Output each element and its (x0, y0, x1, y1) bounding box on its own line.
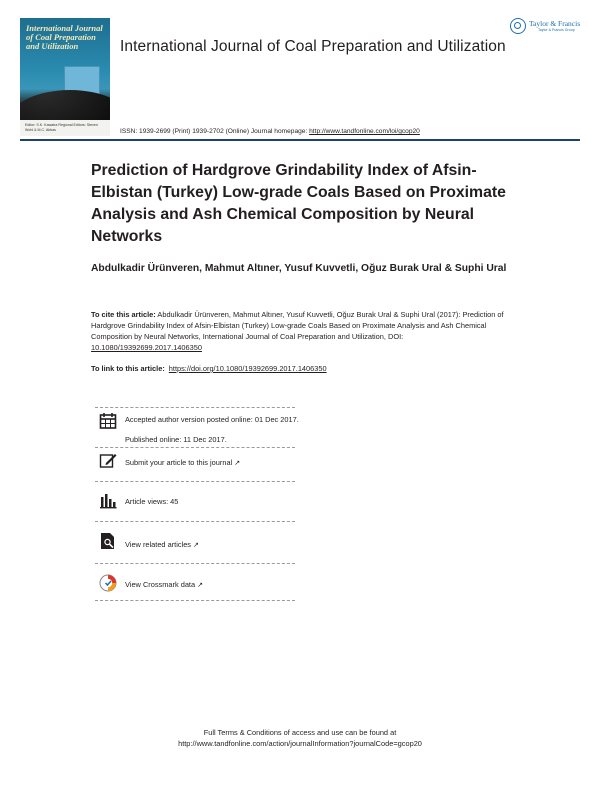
article-views-count: Article views: 45 (125, 497, 179, 506)
article-authors: Abdulkadir Ürünveren, Mahmut Altıner, Yusuf Kuvvetli, Oğuz Burak Ural & Suphi Ural (91, 263, 507, 274)
citation-block (91, 309, 511, 353)
publisher-name: Taylor & Francis (529, 19, 581, 28)
header-divider (20, 139, 580, 141)
crossmark-link[interactable] (95, 572, 305, 598)
footer-terms-link[interactable]: http://www.tandfonline.com/action/journalInformation?journalCode=gcop20 (178, 739, 422, 748)
doi-link[interactable]: 10.1080/19392699.2017.1406350 (91, 343, 202, 352)
divider (95, 481, 295, 482)
crossmark-icon (99, 574, 117, 592)
article-title: Prediction of Hardgrove Grindability Index of Afsin-Elbistan (Turkey) Low-grade Coals Based on Proximate Analysis and Ash Chemical Composition by Neural Networks (91, 162, 506, 245)
divider (95, 407, 295, 408)
publisher-tagline: Taylor & Francis Group (538, 28, 575, 32)
journal-cover-image (20, 18, 110, 136)
article-doi-url[interactable]: https://doi.org/10.1080/19392699.2017.1406350 (168, 364, 327, 373)
article-link-line (91, 364, 327, 373)
divider (95, 521, 295, 522)
bar-chart-icon (99, 491, 117, 509)
related-articles-link[interactable] (95, 528, 305, 558)
cover-title: International Journal of Coal Preparation and Utilization (26, 23, 103, 51)
accepted-date: Accepted author version posted online: 01 Dec 2017. (125, 415, 299, 424)
published-date: Published online: 11 Dec 2017. (125, 435, 227, 444)
external-link-icon: ↗ (193, 542, 199, 549)
calendar-icon (99, 412, 117, 430)
journal-homepage-link[interactable]: http://www.tandfonline.com/loi/gcop20 (309, 128, 420, 135)
footer-terms (100, 727, 500, 749)
divider (95, 563, 295, 564)
publisher-logo[interactable] (510, 16, 584, 38)
external-link-icon: ↗ (197, 582, 203, 589)
publication-dates (95, 409, 305, 447)
issn-text: ISSN: 1939-2699 (Print) 1939-2702 (Online) Journal homepage: (120, 128, 310, 135)
cite-label: To cite this article: (91, 310, 156, 319)
issn-line (120, 128, 420, 135)
submit-article-label: Submit your article to this journal (125, 458, 233, 467)
cover-band (20, 120, 110, 136)
link-label: To link to this article: (91, 364, 165, 373)
article-views (95, 488, 305, 514)
publisher-logo-icon (510, 18, 526, 34)
cover-band-text: Editor: S.K. Kawatra Regional Editors: Steven Wohl & M.C. Akbas (25, 123, 98, 132)
document-search-icon (99, 532, 117, 550)
cite-body: Abdulkadir Ürünveren, Mahmut Altıner, Yusuf Kuvvetli, Oğuz Burak Ural & Suphi Ural (2017): Prediction of Hardgrove Grindability Index of Afsin-Elbistan (Turkey) Low-grade Coals Based on Proximate Analysis and Ash Chemical Composition by Neural Networks, International Journal of Coal Preparation and Utilization, DOI: (91, 310, 504, 341)
edit-icon (99, 452, 117, 470)
journal-title: International Journal of Coal Preparation and Utilization (120, 38, 506, 55)
divider (95, 447, 295, 448)
divider (95, 600, 295, 601)
related-articles-label: View related articles (125, 540, 191, 549)
external-link-icon: ↗ (234, 460, 241, 467)
footer-line-1: Full Terms & Conditions of access and use can be found at (203, 728, 397, 737)
submit-article-link[interactable] (95, 450, 305, 478)
crossmark-label: View Crossmark data (125, 580, 196, 589)
